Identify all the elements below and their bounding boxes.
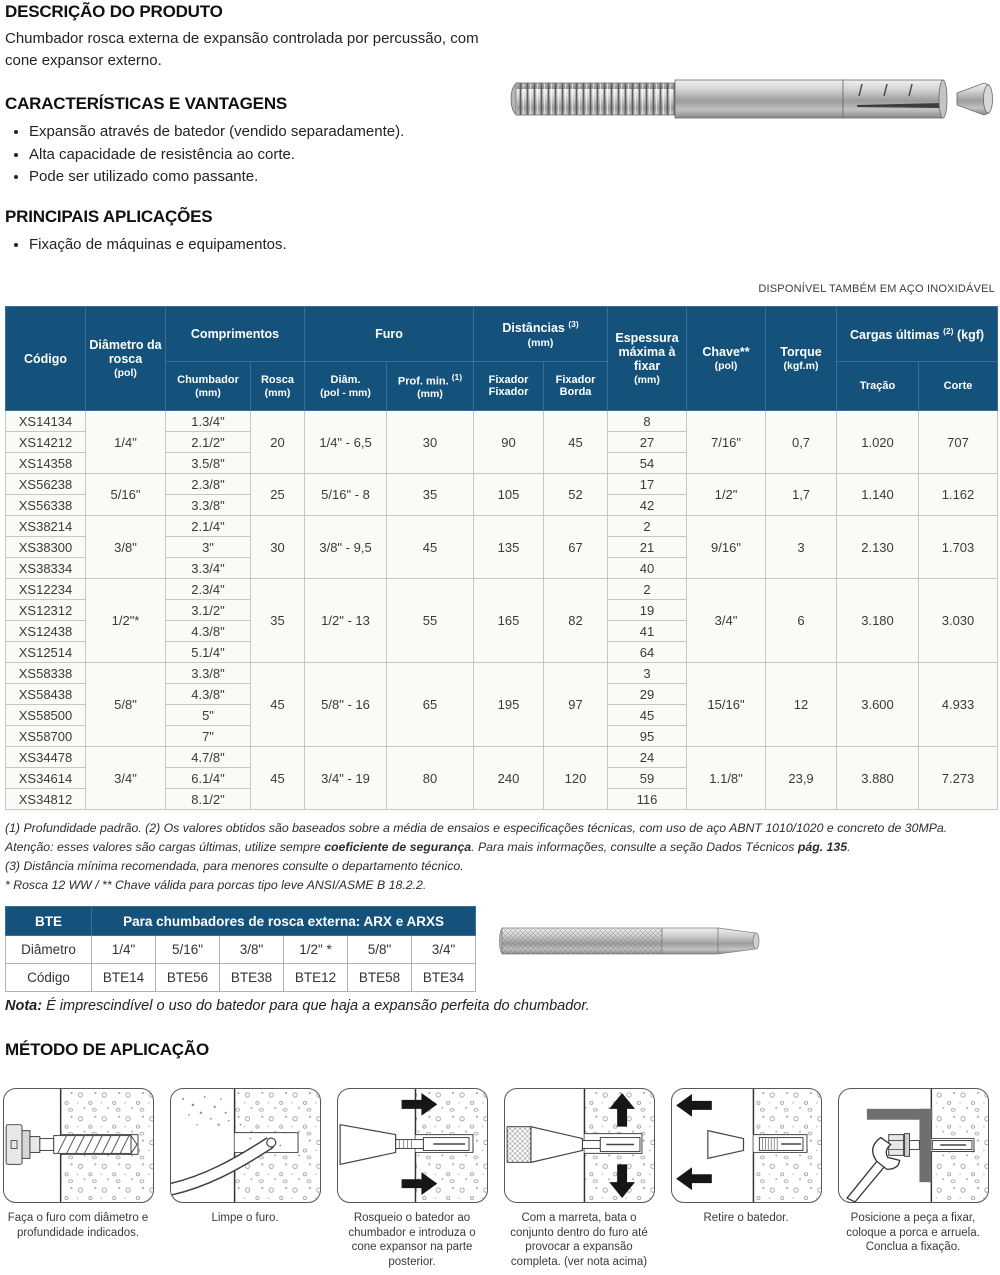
cell-dist-ff: 90 (474, 411, 544, 474)
col-header-furo: Furo (305, 307, 474, 362)
bte-corner: BTE (6, 907, 92, 936)
cell-dist-fb: 97 (544, 663, 608, 747)
cell-esp: 64 (608, 642, 687, 663)
cell-rosca: 20 (251, 411, 305, 474)
bte-table-wrap (5, 906, 476, 992)
cell-comp: 4.7/8" (166, 747, 251, 768)
cell-comp: 3.3/8" (166, 495, 251, 516)
cell-code: XS58500 (6, 705, 86, 726)
step-card (3, 1088, 154, 1203)
col-header-prof: Prof. min. $^{(1)}$ (mm) (387, 362, 474, 411)
cell-code: XS34614 (6, 768, 86, 789)
cell-dist-ff: 195 (474, 663, 544, 747)
cell-furo-diam: 3/8" - 9,5 (305, 516, 387, 579)
cell-corte: 1.162 (919, 474, 998, 516)
bte-codigo-row (6, 964, 476, 992)
cell-esp: 2 (608, 516, 687, 537)
cell-esp: 21 (608, 537, 687, 558)
cell-corte: 4.933 (919, 663, 998, 747)
step-caption: Faça o furo com diâmetro e profundidade indicados. (7, 1212, 149, 1239)
drill-illustration (4, 1089, 153, 1202)
bte-row-label: Código (6, 964, 92, 992)
cell-code: XS38334 (6, 558, 86, 579)
col-header-cargas: Cargas últimas $^{(2)}$ (kgf) (837, 307, 998, 362)
cell-rosca: 35 (251, 579, 305, 663)
cell-rosca: 25 (251, 474, 305, 516)
method-title: MÉTODO DE APLICAÇÃO (5, 1040, 209, 1059)
bte-codigo: BTE56 (156, 964, 220, 992)
bte-header-row (6, 907, 476, 936)
cell-furo-diam: 1/2" - 13 (305, 579, 387, 663)
nota-line (5, 998, 905, 1014)
cell-code: XS14358 (6, 453, 86, 474)
cell-prof-min: 80 (387, 747, 474, 810)
cell-comp: 6.1/4" (166, 768, 251, 789)
tighten-nut-illustration (839, 1089, 988, 1202)
cell-esp: 40 (608, 558, 687, 579)
bte-diametro-row (6, 936, 476, 964)
col-header-torque: Torque (kgf.m) (766, 307, 837, 411)
clean-hole-illustration (171, 1089, 320, 1202)
cell-chave: 1.1/8" (687, 747, 766, 810)
bte-codigo: BTE14 (92, 964, 156, 992)
bte-table (5, 906, 476, 992)
cell-dist-fb: 52 (544, 474, 608, 516)
anchor-bolt-image (505, 55, 995, 137)
cell-furo-diam: 1/4" - 6,5 (305, 411, 387, 474)
cell-dist-ff: 105 (474, 474, 544, 516)
cell-rosca: 45 (251, 663, 305, 747)
cell-diametro: 1/2"* (86, 579, 166, 663)
nota-label: Nota: (5, 998, 43, 1014)
cell-comp: 5" (166, 705, 251, 726)
cell-dist-ff: 240 (474, 747, 544, 810)
insert-punch-illustration (338, 1089, 487, 1202)
cell-dist-ff: 165 (474, 579, 544, 663)
footnote-line: (1) Profundidade padrão. (2) Os valores obtidos são baseados sobre a média de ensaios e especificações técnicas, com uso de aço ABNT 1010/1020 e concreto de 30MPa. (5, 821, 948, 835)
cell-esp: 54 (608, 453, 687, 474)
punch-tool-image (498, 908, 778, 978)
cell-corte: 1.703 (919, 516, 998, 579)
cell-furo-diam: 5/16" - 8 (305, 474, 387, 516)
cell-diametro: 3/4" (86, 747, 166, 810)
col-header-distancias: Distâncias $^{(3)}$ (mm) (474, 307, 608, 362)
step-caption: Posicione a peça a fixar, coloque a porca e arruela. Conclua a fixação. (846, 1212, 980, 1253)
bte-codigo: BTE34 (412, 964, 476, 992)
step-card (337, 1088, 488, 1203)
main-table-wrap (5, 306, 998, 810)
method-steps (2, 1088, 998, 1269)
cell-corte: 7.273 (919, 747, 998, 810)
cell-esp: 116 (608, 789, 687, 810)
cell-tracao: 1.140 (837, 474, 919, 516)
col-header-comprimentos: Comprimentos (166, 307, 305, 362)
cell-comp: 3.3/8" (166, 663, 251, 684)
step-caption: Com a marreta, bata o conjunto dentro do furo até provocar a expansão completa. (ver nota acima) (510, 1212, 648, 1268)
features-section (5, 94, 565, 189)
punch-photo (498, 908, 778, 983)
stainless-note: DISPONÍVEL TAMBÉM EM AÇO INOXIDÁVEL (758, 283, 995, 295)
cell-dist-fb: 45 (544, 411, 608, 474)
cell-code: XS14212 (6, 432, 86, 453)
method-step-2 (169, 1088, 321, 1269)
bte-diametro: 1/2" * (284, 936, 348, 964)
step-card (671, 1088, 822, 1203)
cell-code: XS14134 (6, 411, 86, 432)
cell-code: XS12234 (6, 579, 86, 600)
cell-prof-min: 55 (387, 579, 474, 663)
cell-torque: 6 (766, 579, 837, 663)
cell-code: XS38214 (6, 516, 86, 537)
bte-codigo: BTE12 (284, 964, 348, 992)
nota-text: É imprescindível o uso do batedor para que haja a expansão perfeita do chumbador. (42, 998, 590, 1014)
cell-comp: 2.1/4" (166, 516, 251, 537)
cell-torque: 0,7 (766, 411, 837, 474)
feature-item: • Pode ser utilizado como passante. (29, 166, 565, 189)
bte-header: Para chumbadores de rosca externa: ARX e ARXS (92, 907, 476, 936)
table-row (6, 474, 998, 495)
table-row (6, 663, 998, 684)
cell-comp: 5.1/4" (166, 642, 251, 663)
method-step-1 (2, 1088, 154, 1269)
cell-chave: 9/16" (687, 516, 766, 579)
cell-comp: 3.1/2" (166, 600, 251, 621)
cell-esp: 3 (608, 663, 687, 684)
bte-diametro: 1/4" (92, 936, 156, 964)
cell-chave: 7/16" (687, 411, 766, 474)
col-header-diametro: Diâmetro da rosca (pol) (86, 307, 166, 411)
footnote-line: Atenção: esses valores são cargas últimas, utilize sempre coeficiente de segurança. Para mais informações, consulte a seção Dados Técnicos pág. 135. (5, 840, 851, 854)
cell-dist-fb: 120 (544, 747, 608, 810)
cell-furo-diam: 5/8" - 16 (305, 663, 387, 747)
cell-comp: 2.3/4" (166, 579, 251, 600)
cell-esp: 42 (608, 495, 687, 516)
table-row (6, 411, 998, 432)
cell-corte: 707 (919, 411, 998, 474)
cell-diametro: 5/16" (86, 474, 166, 516)
bte-diametro: 3/8" (220, 936, 284, 964)
feature-item: • Expansão através de batedor (vendido separadamente). (29, 121, 565, 144)
cell-chave: 3/4" (687, 579, 766, 663)
cell-comp: 2.1/2" (166, 432, 251, 453)
cell-code: XS56338 (6, 495, 86, 516)
feature-item: • Alta capacidade de resistência ao corte. (29, 144, 565, 167)
col-header-fix-borda: Fixador Borda (544, 362, 608, 411)
col-header-corte: Corte (919, 362, 998, 411)
cell-code: XS38300 (6, 537, 86, 558)
cell-torque: 3 (766, 516, 837, 579)
cell-chave: 1/2" (687, 474, 766, 516)
cell-esp: 17 (608, 474, 687, 495)
cell-code: XS12514 (6, 642, 86, 663)
applications-list (5, 234, 565, 257)
cell-comp: 2.3/8" (166, 474, 251, 495)
col-header-chave: Chave** (pol) (687, 307, 766, 411)
bte-diametro: 5/16" (156, 936, 220, 964)
step-caption: Rosqueio o batedor ao chumbador e introduza o cone expansor na parte posterior. (348, 1212, 476, 1268)
bte-diametro: 5/8" (348, 936, 412, 964)
cell-dist-fb: 82 (544, 579, 608, 663)
cell-rosca: 45 (251, 747, 305, 810)
cell-comp: 3" (166, 537, 251, 558)
cell-prof-min: 30 (387, 411, 474, 474)
description-body: Chumbador rosca externa de expansão controlada por percussão, com cone expansor externo. (5, 30, 479, 69)
bte-codigo: BTE38 (220, 964, 284, 992)
cell-prof-min: 65 (387, 663, 474, 747)
cell-corte: 3.030 (919, 579, 998, 663)
cell-esp: 45 (608, 705, 687, 726)
cell-esp: 24 (608, 747, 687, 768)
hammer-expand-illustration (505, 1089, 654, 1202)
step-caption: Limpe o furo. (211, 1212, 279, 1224)
cell-code: XS34812 (6, 789, 86, 810)
features-title: CARACTERÍSTICAS E VANTAGENS (5, 94, 288, 113)
col-header-chumbador: Chumbador (mm) (166, 362, 251, 411)
cell-comp: 3.3/4" (166, 558, 251, 579)
cell-prof-min: 45 (387, 516, 474, 579)
cell-esp: 19 (608, 600, 687, 621)
footnote-line: (3) Distância mínima recomendada, para menores consulte o departamento técnico. (5, 859, 464, 873)
cell-dist-ff: 135 (474, 516, 544, 579)
spec-table (5, 306, 998, 810)
step-card (504, 1088, 655, 1203)
col-header-espessura: Espessura máxima à fixar (mm) (608, 307, 687, 411)
cell-rosca: 30 (251, 516, 305, 579)
table-row (6, 516, 998, 537)
cell-tracao: 3.600 (837, 663, 919, 747)
cell-diametro: 5/8" (86, 663, 166, 747)
cell-torque: 1,7 (766, 474, 837, 516)
method-step-5 (670, 1088, 822, 1269)
cell-comp: 3.5/8" (166, 453, 251, 474)
cell-comp: 7" (166, 726, 251, 747)
application-item: • Fixação de máquinas e equipamentos. (29, 234, 565, 257)
cell-comp: 4.3/8" (166, 684, 251, 705)
description-title: DESCRIÇÃO DO PRODUTO (5, 2, 223, 21)
cell-esp: 41 (608, 621, 687, 642)
bte-row-label: Diâmetro (6, 936, 92, 964)
cell-torque: 12 (766, 663, 837, 747)
features-list (5, 121, 565, 189)
cell-code: XS12312 (6, 600, 86, 621)
col-header-fix-fix: Fixador Fixador (474, 362, 544, 411)
bte-codigo: BTE58 (348, 964, 412, 992)
cell-code: XS56238 (6, 474, 86, 495)
cell-tracao: 1.020 (837, 411, 919, 474)
description-section (5, 2, 535, 72)
cell-dist-fb: 67 (544, 516, 608, 579)
cell-diametro: 3/8" (86, 516, 166, 579)
applications-section (5, 207, 565, 257)
col-header-codigo: Código (6, 307, 86, 411)
cell-chave: 15/16" (687, 663, 766, 747)
step-caption: Retire o batedor. (703, 1212, 789, 1224)
table-row (6, 579, 998, 600)
cell-code: XS12438 (6, 621, 86, 642)
cell-comp: 4.3/8" (166, 621, 251, 642)
col-header-tracao: Tração (837, 362, 919, 411)
cell-esp: 29 (608, 684, 687, 705)
cell-esp: 59 (608, 768, 687, 789)
table-row (6, 747, 998, 768)
method-step-6 (837, 1088, 989, 1269)
method-step-3 (336, 1088, 488, 1269)
footnote-line: * Rosca 12 WW / ** Chave válida para porcas tipo leve ANSI/ASME B 18.2.2. (5, 878, 427, 892)
remove-punch-illustration (672, 1089, 821, 1202)
cell-esp: 95 (608, 726, 687, 747)
col-header-rosca: Rosca (mm) (251, 362, 305, 411)
cell-tracao: 3.880 (837, 747, 919, 810)
cell-comp: 8.1/2" (166, 789, 251, 810)
cell-tracao: 2.130 (837, 516, 919, 579)
cell-comp: 1.3/4" (166, 411, 251, 432)
cell-torque: 23,9 (766, 747, 837, 810)
cell-prof-min: 35 (387, 474, 474, 516)
bte-diametro: 3/4" (412, 936, 476, 964)
footnotes (5, 819, 997, 895)
col-header-diam: Diâm. (pol - mm) (305, 362, 387, 411)
step-card (170, 1088, 321, 1203)
step-card (838, 1088, 989, 1203)
applications-title: PRINCIPAIS APLICAÇÕES (5, 207, 213, 226)
product-photo-anchor (505, 55, 995, 142)
cell-diametro: 1/4" (86, 411, 166, 474)
cell-tracao: 3.180 (837, 579, 919, 663)
cell-code: XS34478 (6, 747, 86, 768)
cell-furo-diam: 3/4" - 19 (305, 747, 387, 810)
method-step-4 (503, 1088, 655, 1269)
cell-esp: 2 (608, 579, 687, 600)
cell-code: XS58438 (6, 684, 86, 705)
cell-esp: 8 (608, 411, 687, 432)
cell-code: XS58338 (6, 663, 86, 684)
cell-code: XS58700 (6, 726, 86, 747)
cell-esp: 27 (608, 432, 687, 453)
